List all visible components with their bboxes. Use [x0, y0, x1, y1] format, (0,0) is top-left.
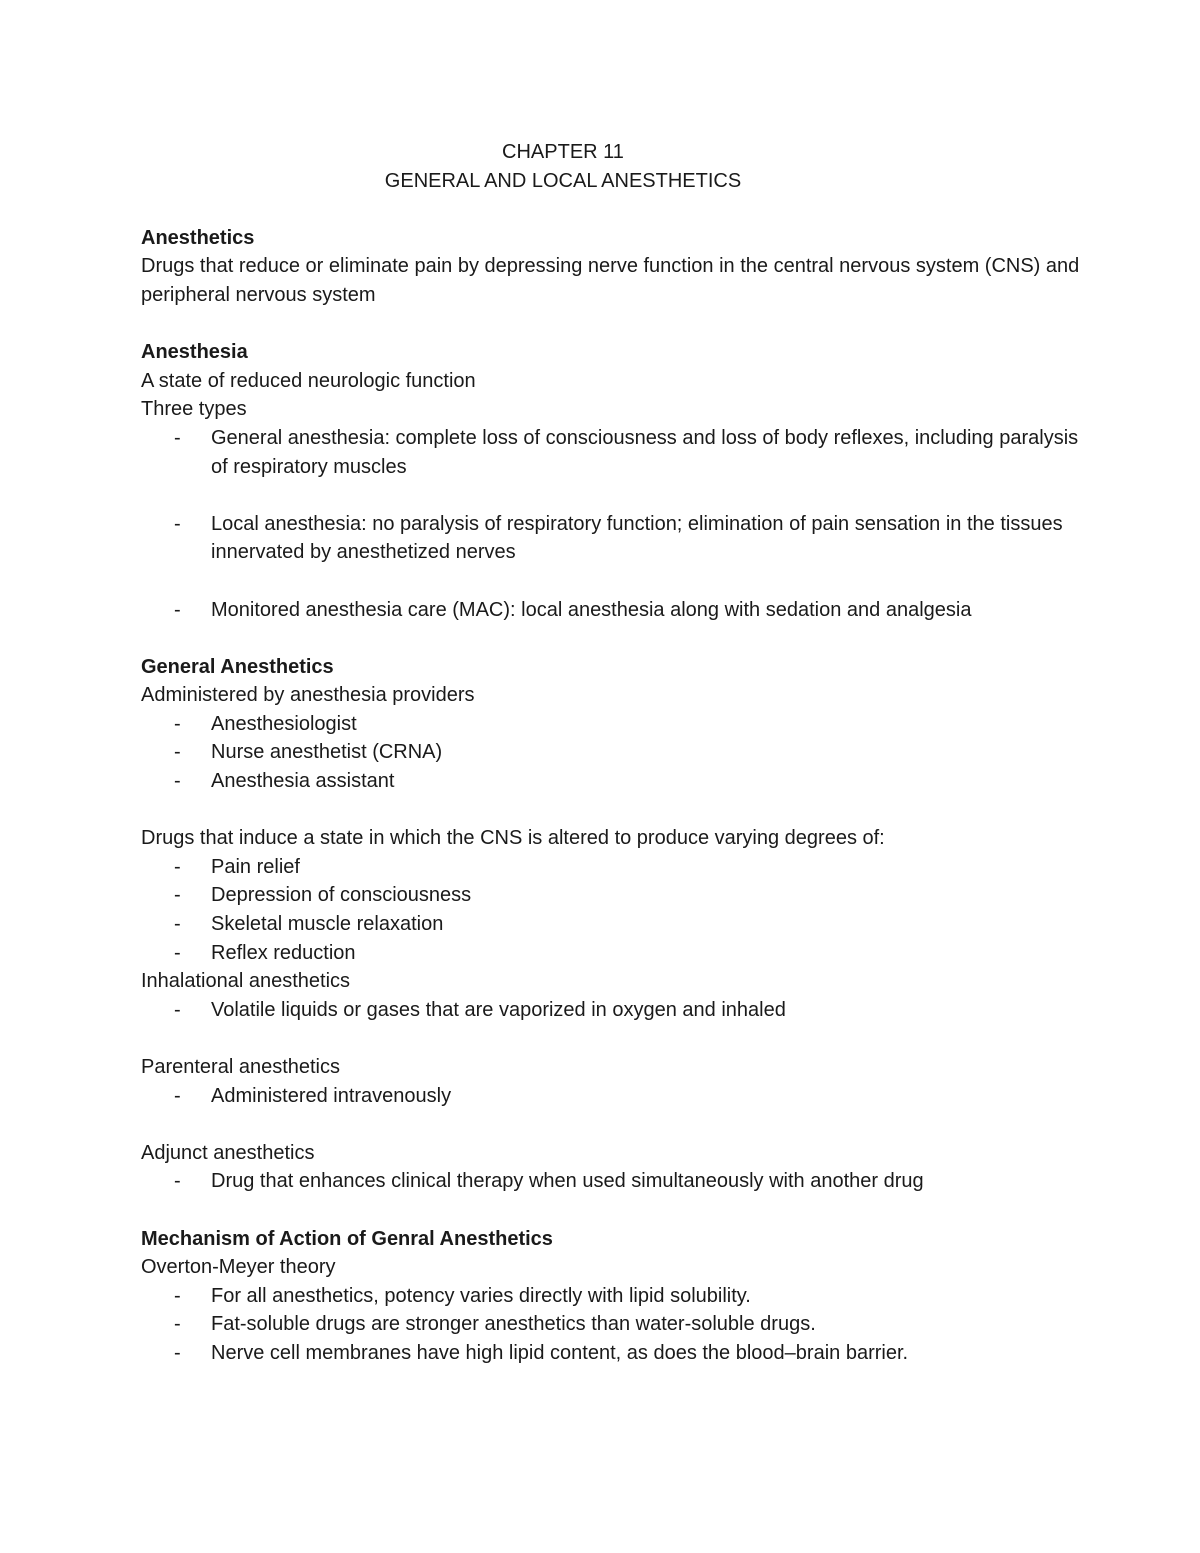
list-item: - Nurse anesthetist (CRNA) [174, 741, 443, 764]
list-item: - Fat-soluble drugs are stronger anesthetics than water-soluble drugs. [174, 1313, 816, 1336]
list-item: - Drug that enhances clinical therapy when used simultaneously with another drug [174, 1170, 924, 1193]
anesthesia-types-list [141, 424, 1081, 624]
list-item: - Skeletal muscle relaxation [174, 913, 444, 936]
effects-list [141, 853, 1081, 967]
anesthesia-types-label: Three types [141, 398, 247, 421]
inhalational-label: Inhalational anesthetics [141, 970, 351, 993]
document-body [141, 138, 1081, 1368]
adjunct-list [141, 1167, 1081, 1196]
list-item: - Nerve cell membranes have high lipid content, as does the blood–brain barrier. [174, 1341, 909, 1364]
anesthetics-definition: Drugs that reduce or eliminate pain by depressing nerve function in the central nervous system (CNS) and peripheral nervous system [141, 255, 1080, 306]
list-item: - For all anesthetics, potency varies directly with lipid solubility. [174, 1284, 751, 1307]
providers-intro: Administered by anesthesia providers [141, 684, 475, 707]
providers-list [141, 710, 1081, 796]
title-block [93, 138, 1081, 195]
list-item: - Reflex reduction [174, 941, 356, 964]
chapter-title: GENERAL AND LOCAL ANESTHETICS [384, 169, 742, 192]
chapter-number: CHAPTER 11 [502, 141, 624, 163]
theory-label: Overton-Meyer theory [141, 1256, 336, 1279]
parenteral-label: Parenteral anesthetics [141, 1056, 341, 1078]
heading-mechanism: Mechanism of Action of Genral Anesthetics [141, 1227, 553, 1250]
parenteral-list [141, 1082, 1081, 1111]
mechanism-list [141, 1282, 1081, 1368]
heading-anesthesia: Anesthesia [141, 341, 248, 364]
list-item: - Pain relief [174, 855, 300, 878]
heading-anesthetics: Anesthetics [141, 226, 255, 249]
inhalational-list [141, 996, 1081, 1025]
anesthesia-definition: A state of reduced neurologic function [141, 369, 476, 392]
list-item: - Anesthesiologist [174, 712, 357, 735]
list-item: - Anesthesia assistant [174, 770, 395, 793]
list-item: - General anesthesia: complete loss of consciousness and loss of body reflexes, including paralysis of respiratory muscles [174, 426, 1079, 478]
heading-general-anesthetics: General Anesthetics [141, 655, 334, 678]
adjunct-label: Adjunct anesthetics [141, 1141, 315, 1164]
list-item: - Local anesthesia: no paralysis of respiratory function; elimination of pain sensation in the tissues innervated by anesthetized nerves [174, 512, 1063, 564]
list-item: - Monitored anesthesia care (MAC): local anesthesia along with sedation and analgesia [174, 598, 972, 621]
drugs-intro: Drugs that induce a state in which the CNS is altered to produce varying degrees of: [141, 827, 885, 850]
list-item: - Depression of consciousness [174, 884, 472, 907]
list-item: - Volatile liquids or gases that are vaporized in oxygen and inhaled [174, 998, 786, 1021]
list-item: - Administered intravenously [174, 1084, 452, 1107]
